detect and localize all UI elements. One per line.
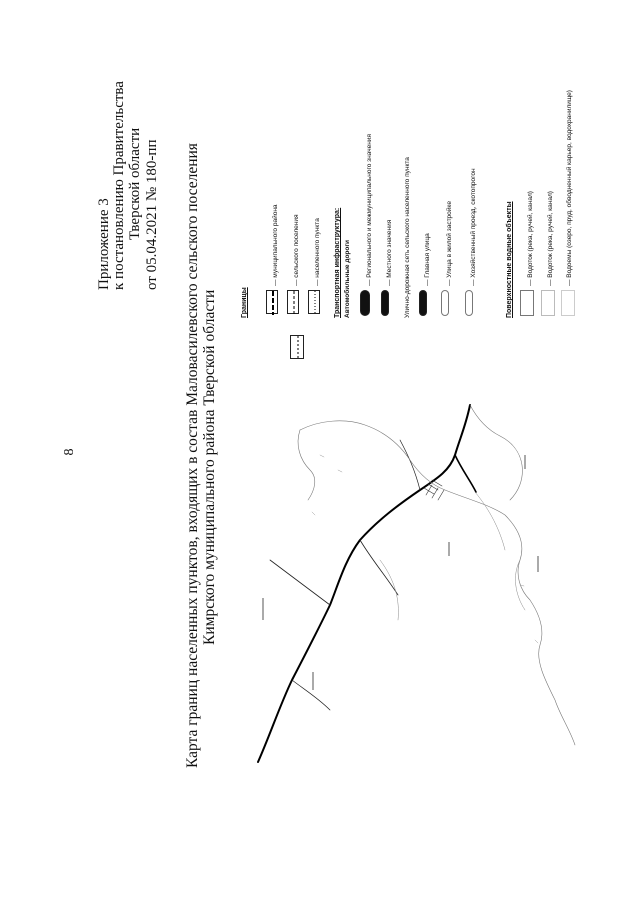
boundary-line — [298, 430, 315, 500]
map-title-line-2: Кимрского муниципального района Тверской области — [201, 289, 218, 645]
legend-swatch-residential-street — [441, 290, 449, 316]
appendix-line-3: Тверской области — [127, 127, 143, 240]
appendix-line-2: к постановлению Правительства — [111, 81, 127, 290]
legend-label-street-network: Улично-дорожная сеть сельского населенного пункта — [404, 157, 411, 318]
boundary-line — [475, 492, 505, 550]
legend-label-settlement: — населенного пункта — [314, 218, 321, 286]
legend-label-residential-street: — Улица в жилой застройке — [446, 201, 453, 286]
regional-road-branch — [455, 455, 476, 492]
map-ticks — [312, 455, 538, 643]
legend-swatch-settlement — [308, 290, 320, 314]
local-road — [270, 560, 330, 605]
appendix-line-1: Приложение 3 — [96, 198, 112, 290]
local-road — [400, 440, 420, 490]
legend-swatch-local-road — [381, 290, 389, 316]
legend-label-rural: — сельского поселения — [293, 214, 300, 286]
map-title-line-1: Карта границ населенных пунктов, входящих в состав Маловасилевского сельского поселения — [184, 143, 201, 768]
legend-water-heading: Поверхностные водные объекты — [506, 201, 513, 318]
legend-label-watercourse-1: — Водоток (река, ручей, канал) — [527, 191, 534, 286]
legend-label-reservoir: — Водоемы (озеро, пруд, обводненный карьер, водохранилище) — [566, 90, 573, 286]
legend-swatch-watercourse-2 — [541, 290, 555, 316]
legend-label-regional-road: — Регионального и межмуниципального значения — [366, 134, 373, 286]
settlement-cluster — [424, 480, 444, 500]
legend-swatch-main-street — [419, 290, 427, 316]
page-number: 8 — [62, 448, 77, 456]
legend-swatch-regional-road — [360, 290, 370, 316]
legend-swatch-municipal — [266, 290, 278, 314]
appendix-line-4: от 05.04.2021 № 180-пп — [144, 139, 160, 290]
legend-swatch-watercourse-1 — [520, 290, 534, 316]
legend-label-local-road: — Местного значения — [386, 219, 393, 286]
legend-label-watercourse-2: — Водоток (река, ручей, канал) — [547, 191, 554, 286]
legend-boundaries-heading: Границы — [241, 287, 248, 318]
boundary-line — [380, 560, 398, 620]
legend-swatch-rural — [287, 290, 299, 314]
legend-transport-heading: Транспортная инфраструктура: — [334, 207, 341, 318]
local-road — [292, 680, 330, 710]
legend-swatch-farm-track — [465, 290, 473, 316]
legend-label-main-street: — Главная улица — [424, 233, 431, 286]
legend-label-municipal: — муниципального района — [272, 204, 279, 286]
boundary-line — [300, 421, 575, 745]
regional-road — [258, 405, 470, 762]
legend-transport-subheading: Автомобильные дороги — [344, 239, 351, 318]
legend-swatch-reservoir — [561, 290, 575, 316]
legend-label-farm-track: — Хозяйственный проезд, скотопрогон — [470, 168, 477, 286]
legend-sample-box — [290, 335, 304, 359]
place-label-marks — [262, 455, 539, 690]
boundary-line — [470, 405, 522, 500]
local-road — [360, 540, 398, 595]
